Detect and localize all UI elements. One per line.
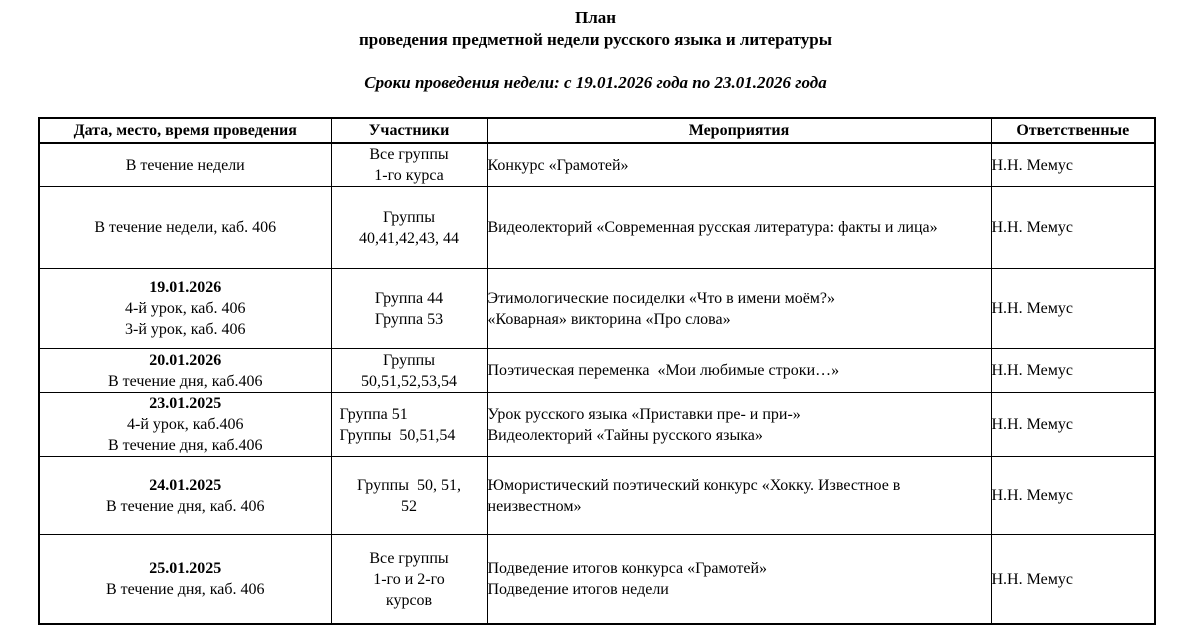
cell-text-line: Н.Н. Мемус <box>991 219 1073 236</box>
cell-events <box>487 457 991 535</box>
cell-events <box>487 393 991 457</box>
header-cell-responsible: Ответственные <box>991 118 1155 143</box>
table-row <box>39 535 1155 625</box>
cell-date-place-time <box>39 535 331 625</box>
cell-text-line: Видеолекторий «Тайны русского языка» <box>487 426 763 444</box>
table-row <box>39 187 1155 269</box>
cell-text-line: Урок русского языка «Приставки пре- и при-» <box>487 405 801 423</box>
cell-text-line: Группа 51 <box>339 405 408 423</box>
cell-text-line: 50,51,52,53,54 <box>361 372 457 390</box>
cell-text-line: Группа 44 <box>374 289 444 307</box>
cell-responsible <box>991 269 1155 349</box>
cell-participants <box>331 143 487 187</box>
cell-text-line: В течение дня, каб. 406 <box>105 497 265 515</box>
cell-text-line: 3-й урок, каб. 406 <box>125 321 246 338</box>
cell-text-line: неизвестном» <box>487 497 582 515</box>
doc-title <box>0 0 1191 51</box>
doc-subtitle: Сроки проведения недели: с 19.01.2026 года по 23.01.2026 года <box>364 73 827 92</box>
cell-text-line: В течение дня, каб. 406 <box>105 581 265 598</box>
table-row <box>39 457 1155 535</box>
plan-table-body <box>39 143 1155 624</box>
table-row <box>39 393 1155 457</box>
plan-table-header <box>39 118 1155 143</box>
cell-text-line: курсов <box>385 591 433 609</box>
cell-responsible <box>991 187 1155 269</box>
cell-text-line: Подведение итогов недели <box>487 581 669 598</box>
plan-table <box>38 117 1156 625</box>
cell-text-line: 40,41,42,43, 44 <box>359 229 459 247</box>
cell-text-line: Группы <box>383 351 435 369</box>
cell-events <box>487 535 991 625</box>
cell-date-place-time <box>39 143 331 187</box>
cell-date-place-time <box>39 187 331 269</box>
cell-responsible <box>991 393 1155 457</box>
cell-text-line: Н.Н. Мемус <box>991 156 1073 174</box>
cell-events <box>487 269 991 349</box>
doc-title-line2: проведения предметной недели русского языка и литературы <box>359 30 832 49</box>
cell-text-line: Группы 50,51,54 <box>339 426 456 444</box>
cell-date-place-time <box>39 349 331 393</box>
cell-responsible <box>991 535 1155 625</box>
cell-participants <box>331 269 487 349</box>
cell-participants <box>331 457 487 535</box>
cell-events <box>487 349 991 393</box>
cell-text-line: В течение дня, каб.406 <box>107 437 263 454</box>
cell-events <box>487 187 991 269</box>
cell-text-line: Конкурс «Грамотей» <box>487 156 629 174</box>
header-cell-when: Дата, место, время проведения <box>39 118 331 143</box>
cell-text-line: 52 <box>401 497 417 515</box>
cell-text-line: Видеолекторий «Современная русская литература: факты и лица» <box>487 219 938 236</box>
cell-text-line: Этимологические посиделки «Что в имени моём?» <box>487 289 836 307</box>
cell-text-line: В течение недели, каб. 406 <box>94 219 277 236</box>
cell-text-line: В течение дня, каб.406 <box>107 372 263 390</box>
cell-date-place-time <box>39 393 331 457</box>
table-row <box>39 143 1155 187</box>
cell-text-line: 4-й урок, каб. 406 <box>125 300 246 317</box>
cell-text-line: Все группы <box>369 549 449 567</box>
table-row <box>39 269 1155 349</box>
cell-text-line: 4-й урок, каб.406 <box>127 416 244 433</box>
cell-text-line: Н.Н. Мемус <box>991 416 1073 433</box>
cell-text-line: Подведение итогов конкурса «Грамотей» <box>487 560 767 577</box>
cell-text-line: «Коварная» викторина «Про слова» <box>487 310 731 328</box>
date-text: 19.01.2026 <box>149 279 222 296</box>
cell-text-line: Н.Н. Мемус <box>991 570 1073 588</box>
date-text: 23.01.2025 <box>149 395 222 412</box>
cell-text-line: Н.Н. Мемус <box>991 487 1073 504</box>
cell-text-line: Группы <box>383 208 435 226</box>
cell-participants <box>331 187 487 269</box>
table-row <box>39 349 1155 393</box>
cell-text-line: Группы 50, 51, <box>357 476 461 494</box>
cell-participants <box>331 393 487 457</box>
cell-participants <box>331 535 487 625</box>
cell-text-line: Все группы <box>369 146 449 163</box>
cell-text-line: 1-го курса <box>374 167 444 184</box>
cell-date-place-time <box>39 457 331 535</box>
cell-participants <box>331 349 487 393</box>
cell-date-place-time <box>39 269 331 349</box>
cell-text-line: Н.Н. Мемус <box>991 362 1073 379</box>
cell-responsible <box>991 349 1155 393</box>
date-text: 25.01.2025 <box>149 560 222 577</box>
cell-text-line: Группа 53 <box>374 310 444 328</box>
cell-text-line: В течение недели <box>125 156 245 174</box>
cell-text-line: Поэтическая переменка «Мои любимые строки…» <box>487 362 840 379</box>
header-cell-participants: Участники <box>331 118 487 143</box>
cell-text-line: 1-го и 2-го <box>373 570 445 588</box>
doc-title-line1: План <box>574 8 617 27</box>
header-cell-events: Мероприятия <box>487 118 991 143</box>
date-text: 20.01.2026 <box>149 351 222 369</box>
header-row <box>39 118 1155 143</box>
cell-events <box>487 143 991 187</box>
cell-responsible <box>991 143 1155 187</box>
cell-responsible <box>991 457 1155 535</box>
cell-text-line: Юмористический поэтический конкурс «Хокку. Известное в <box>487 476 901 494</box>
cell-text-line: Н.Н. Мемус <box>991 300 1073 317</box>
date-text: 24.01.2025 <box>149 476 222 494</box>
